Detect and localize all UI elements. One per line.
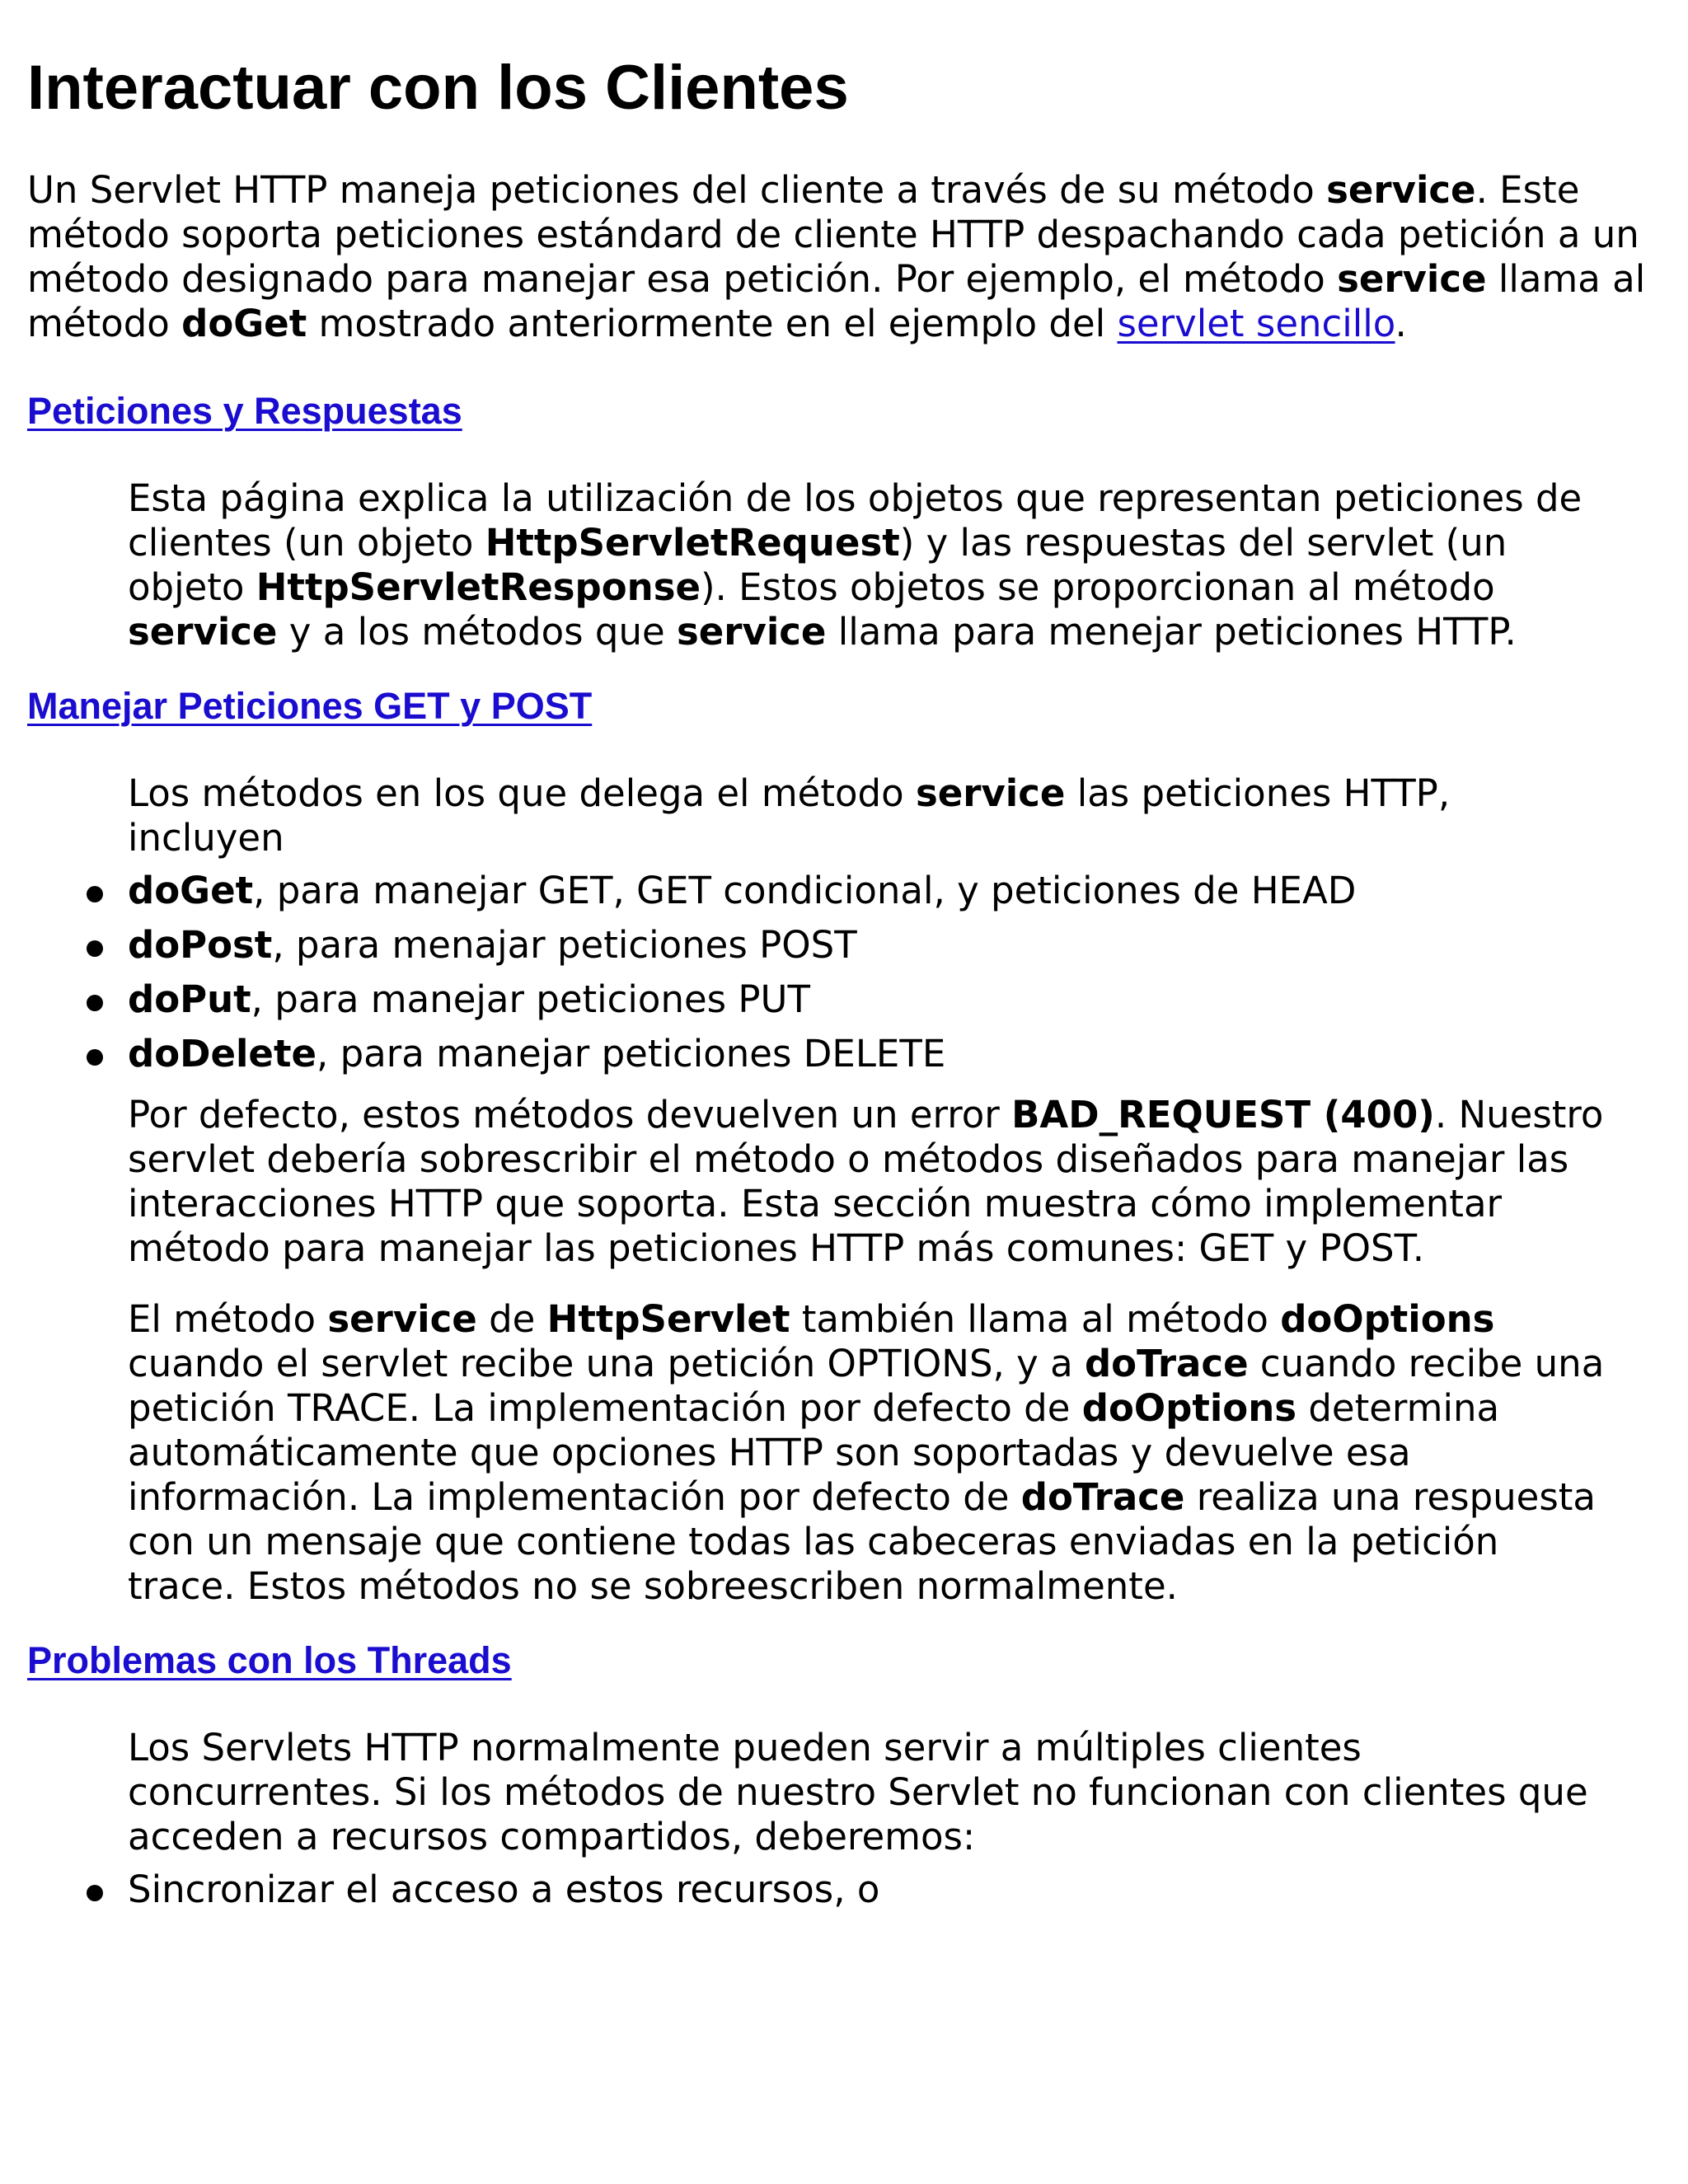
- code-term: doPost: [128, 923, 273, 967]
- methods-list: [27, 869, 1611, 1076]
- bullet-icon: [87, 995, 103, 1011]
- page-title: Interactuar con los Clientes: [27, 53, 849, 123]
- paragraph: [128, 771, 1611, 860]
- text: también llama al método: [790, 1297, 1281, 1341]
- text: , para menajar peticiones POST: [272, 923, 857, 967]
- code-term: doGet: [128, 869, 254, 912]
- code-term: doPut: [128, 977, 251, 1021]
- intro-paragraph: [27, 168, 1659, 346]
- text: llama al método: [27, 257, 1646, 345]
- paragraph: [128, 476, 1611, 654]
- paragraph: Los Servlets HTTP normalmente pueden servir a múltiples clientes concurrentes. Si los métodos de nuestro Servlet no funcionan con clientes que acceden a recursos compartidos, deberemos:: [128, 1726, 1588, 1858]
- list-item: [27, 869, 1611, 913]
- text: Sincronizar el acceso a estos recursos, o: [128, 1868, 880, 1911]
- code-term: service: [1326, 168, 1476, 212]
- section-get-post-body: [128, 771, 1611, 1609]
- document-page: [27, 51, 1659, 1929]
- section-heading-peticiones: [27, 389, 1659, 434]
- bullet-icon: [87, 886, 103, 902]
- code-term: service: [1337, 257, 1487, 301]
- paragraph: [128, 1093, 1611, 1271]
- text: ). Estos objetos se proporcionan al método: [701, 565, 1495, 609]
- code-term: service: [676, 610, 827, 654]
- text: cuando recibe una petición TRACE. La implementación por defecto de: [128, 1342, 1605, 1430]
- text: Un Servlet HTTP maneja peticiones del cliente a través de su método: [27, 168, 1327, 212]
- peticiones-respuestas-link[interactable]: Peticiones y Respuestas: [27, 390, 462, 432]
- code-term: service: [128, 610, 278, 654]
- text: . Nuestro servlet debería sobrescribir el método o métodos diseñados para manejar las interacciones HTTP que soporta. Esta sección muestra cómo implementar método para manejar las peticiones HTTP más comunes: GET y POST.: [128, 1093, 1604, 1270]
- text: , para manejar peticiones DELETE: [316, 1032, 946, 1076]
- text: y a los métodos que: [277, 610, 677, 654]
- code-term: HttpServlet: [546, 1297, 790, 1341]
- list-item: [27, 977, 1611, 1022]
- text: El método: [128, 1297, 328, 1341]
- problemas-threads-link[interactable]: Problemas con los Threads: [27, 1639, 512, 1681]
- section-threads-body: [128, 1726, 1611, 1912]
- bullet-icon: [87, 940, 103, 957]
- text: Los métodos en los que delega el método: [128, 771, 916, 815]
- section-heading-get-post: [27, 684, 1659, 729]
- text: .: [1395, 302, 1407, 345]
- section-peticiones-body: [128, 476, 1611, 654]
- bullet-icon: [87, 1049, 103, 1066]
- text: las peticiones HTTP, incluyen: [128, 771, 1451, 860]
- code-term: doGet: [181, 302, 307, 345]
- code-term: doOptions: [1280, 1297, 1495, 1341]
- text: determina automáticamente que opciones HTTP son soportadas y devuelve esa información. La implementación por defecto de: [128, 1386, 1500, 1519]
- text: llama para menejar peticiones HTTP.: [826, 610, 1517, 654]
- code-term: doTrace: [1084, 1342, 1249, 1385]
- text: , para manejar peticiones PUT: [251, 977, 810, 1021]
- text: de: [476, 1297, 547, 1341]
- servlet-sencillo-link[interactable]: servlet sencillo: [1117, 302, 1395, 345]
- section-heading-threads: [27, 1638, 1659, 1683]
- text: cuando el servlet recibe una petición OPTIONS, y a: [128, 1342, 1085, 1385]
- text: Esta página explica la utilización de los objetos que representan peticiones de clientes (un objeto: [128, 476, 1582, 565]
- bullet-icon: [87, 1885, 103, 1901]
- code-term: BAD_REQUEST (400): [1011, 1093, 1435, 1137]
- text: Por defecto, estos métodos devuelven un error: [128, 1093, 1012, 1137]
- manejar-get-post-link[interactable]: Manejar Peticiones GET y POST: [27, 685, 593, 727]
- code-term: HttpServletRequest: [485, 521, 900, 565]
- code-term: service: [327, 1297, 477, 1341]
- text: mostrado anteriormente en el ejemplo del: [307, 302, 1118, 345]
- code-term: doTrace: [1020, 1475, 1185, 1519]
- code-term: HttpServletResponse: [256, 565, 701, 609]
- list-item: [27, 1868, 1611, 1912]
- paragraph: [128, 1297, 1611, 1609]
- list-item: [27, 1032, 1611, 1076]
- text: ) y las respuestas del servlet (un objeto: [128, 521, 1507, 609]
- text: realiza una respuesta con un mensaje que contiene todas las cabeceras enviadas en la petición trace. Estos métodos no se sobreescriben normalmente.: [128, 1475, 1597, 1608]
- threads-list: [27, 1868, 1611, 1912]
- text: . Este método soporta peticiones estándard de cliente HTTP despachando cada petición a un método designado para manejar esa petición. Por ejemplo, el método: [27, 168, 1639, 301]
- code-term: doOptions: [1081, 1386, 1297, 1430]
- code-term: service: [915, 771, 1066, 815]
- text: , para manejar GET, GET condicional, y peticiones de HEAD: [253, 869, 1357, 912]
- list-item: [27, 923, 1611, 968]
- code-term: doDelete: [128, 1032, 316, 1076]
